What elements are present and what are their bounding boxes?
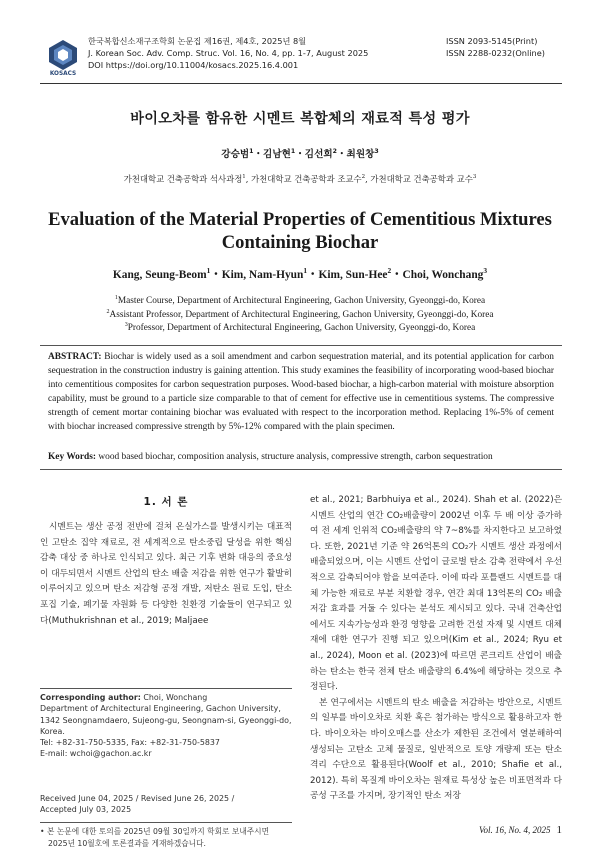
footnote-rule bbox=[40, 688, 292, 689]
affiliation-list-kr: 가천대학교 건축공학과 석사과정$^1$, 가천대학교 건축공학과 조교수$^2$, 가천대학교 건축공학과 교수$^3$ bbox=[123, 174, 477, 184]
issue-info: Vol. 16, No. 4, 2025 bbox=[478, 825, 551, 835]
correspondence-label: Corresponding author: bbox=[40, 693, 141, 702]
abstract-rule-top bbox=[40, 345, 562, 346]
body-column-right bbox=[310, 493, 562, 805]
abstract-label: ABSTRACT: bbox=[48, 352, 102, 362]
header-rule bbox=[40, 83, 562, 84]
correspondence-email[interactable]: E-mail: wchoi@gachon.ac.kr bbox=[40, 749, 152, 759]
affiliation: $^1$Master Course, Department of Architectural Engineering, Gachon University, Gyeonggi-do, Korea bbox=[114, 294, 486, 306]
abstract-rule-bottom bbox=[40, 469, 562, 470]
author-list-en bbox=[0, 266, 600, 282]
author-name: 김남현$^1$ bbox=[263, 147, 296, 160]
issn-info bbox=[446, 35, 545, 59]
dates-line-2: Accepted July 03, 2025 bbox=[40, 805, 132, 815]
affiliation-list-en bbox=[0, 295, 600, 336]
paragraph: et al., 2021; Barbhuiya et al., 2024). Shah et al. (2022)은 시멘트 산업의 연간 CO₂배출량이 2002년 이후 두 배 이상 증가하여 전 세계 인위적 CO₂배출량의 약 7~8%를 차지한다고 보고하였다. 또한, 2021년 기준 약 26억톤의 CO₂가 시멘트 생산 과정에서 배출되었으며, 이는 시멘트 산업이 글로벌 탄소 감축 전략에서 우선적으로 감축되어야 함을 보여준다. 이에 따라 포틀랜드 시멘트를 대체 가능한 재료로 부분 치환할 경우, 연간 최대 13억톤의 CO₂ 배출 저감 효과를 거둘 수 있다는 분석도 제시되고 있다. 국내 건축산업에서도 지속가능성과 환경 영향을 고려한 건설 자재 및 시멘트 대체재에 대한 연구가 진행 되고 있으며(Kim et al., 2024; Ryu et al., 2024), Moon et al. (2023)에 따르면 콘크리트 산업이 배출하는 탄소는 한국 전체 탄소 배출량의 6.4%에 해당하는 것으로 추정된다. bbox=[310, 495, 562, 693]
author-affil-mark: 1 bbox=[249, 147, 254, 155]
author-affil-mark: 1 bbox=[206, 266, 211, 276]
kosacs-logo bbox=[43, 38, 83, 76]
author-name: 최원창$^3$ bbox=[346, 147, 379, 160]
abstract bbox=[48, 351, 554, 434]
page-footer bbox=[450, 824, 562, 836]
affiliation: $^2$Assistant Professor, Department of Architectural Engineering, Gachon University, Gyeonggi-do, Korea bbox=[106, 308, 494, 320]
correspondence-block bbox=[40, 692, 292, 760]
keywords-text: wood based biochar, composition analysis, structure analysis, compressive strength, carbon sequestration bbox=[98, 452, 493, 462]
author-affil-mark: 2 bbox=[332, 147, 337, 155]
affiliation: $^3$Professor, Department of Architectural Engineering, Gachon University, Gyeonggi-do, Korea bbox=[124, 322, 476, 334]
issn-print: ISSN 2093-5145(Print) bbox=[446, 36, 538, 46]
journal-name-kr: 한국복합신소재구조학회 논문집 제16권, 제4호, 2025년 8월 bbox=[88, 36, 307, 46]
author-separator: ・ bbox=[253, 149, 264, 160]
author-name: Kang, Seung-Beom$^1$ bbox=[112, 266, 211, 281]
author-separator: ・ bbox=[295, 149, 305, 160]
author-separator: ・ bbox=[307, 269, 319, 281]
author-name: Kim, Nam-Hyun$^1$ bbox=[221, 266, 308, 281]
author-list-kr bbox=[0, 146, 600, 160]
discussion-note bbox=[40, 826, 292, 849]
paragraph: 본 연구에서는 시멘트의 탄소 배출을 저감하는 방안으로, 시멘트의 일부를 바이오차로 치환 혹은 첨가하는 방식으로 활용하고자 한다. 바이오차는 바이오매스를 산소가 제한된 조건에서 열분해하여 생성되는 고탄소 고체 물질로, 일반적으로 토양 개량제 또는 탄소 격리 수단으로 활용된다(Woolf et al., 2010; Shafie et al., 2012). 특히 목질계 바이오차는 원재료 특성상 높은 비표면적과 다공성 구조를 가지며, 장기적인 탄소 저장 bbox=[310, 697, 562, 802]
affiliation: 가천대학교 건축공학과 석사과정$^1$ bbox=[123, 174, 246, 184]
author-separator: ・ bbox=[336, 149, 347, 160]
title-line-2: Containing Biochar bbox=[221, 232, 379, 253]
dates-line-1: Received June 04, 2025 / Revised June 26, 2025 / bbox=[40, 794, 235, 803]
author-affil-mark: 3 bbox=[374, 147, 379, 155]
doi-link[interactable]: DOI https://doi.org/10.11004/kosacs.2025.16.4.001 bbox=[88, 60, 299, 70]
author-separator: ・ bbox=[210, 269, 222, 281]
note-line-2: 2025년 10월호에 토론결과를 게재하겠습니다. bbox=[48, 838, 206, 848]
section-title: 1. 서 론 bbox=[143, 496, 189, 508]
correspondence-address: Department of Architectural Engineering, Gachon University, 1342 Seongnamdaero, Sujeong-gu, Seongnam-si, Gyeonggi-do, Korea. bbox=[40, 704, 292, 736]
author-affil-mark: 3 bbox=[483, 266, 488, 276]
author-affil-mark: 1 bbox=[290, 147, 296, 155]
paragraph: 시멘트는 생산 공정 전반에 걸쳐 온실가스를 발생시키는 대표적인 고탄소 집약 재료로, 전 세계적으로 탄소중립 달성을 위한 핵심 감축 대상 중 하나로 인식되고 있다. 최근 기후 변화 대응의 중요성이 대두되면서 시멘트 산업의 탄소 배출 저감을 위한 연구가 활발히 이루어지고 있으며 탄소 저감형 공정 개발, 저탄소 원료 도입, 탄소 포집 기술, 폐기물 자원화 등 다양한 친환경 기술들이 연구되고 있다(Muthukrishnan et al., 2019; Maljaee bbox=[40, 522, 292, 626]
svg-text:KOSACS: KOSACS bbox=[49, 71, 77, 76]
author-name: Choi, Wonchang$^3$ bbox=[402, 266, 488, 281]
author-affil-mark: 2 bbox=[387, 266, 392, 276]
author-affil-mark: 1 bbox=[303, 266, 308, 276]
affiliation: 가천대학교 건축공학과 교수$^3$ bbox=[370, 174, 477, 184]
received-dates bbox=[40, 793, 292, 816]
paper-title-en bbox=[0, 208, 600, 254]
journal-citation: J. Korean Soc. Adv. Comp. Struc. Vol. 16, No. 4, pp. 1-7, August 2025 bbox=[88, 48, 369, 58]
title-line-1: Evaluation of the Material Properties of Cementitious Mixtures bbox=[48, 209, 552, 230]
author-separator: ・ bbox=[391, 269, 403, 281]
paper-title-kr: 바이오차를 함유한 시멘트 복합체의 재료적 특성 평가 bbox=[130, 111, 470, 127]
keywords-label: Key Words: bbox=[48, 452, 97, 462]
body-column-left bbox=[40, 520, 292, 629]
abstract-text: Biochar is widely used as a soil amendment and carbon sequestration material, and its potential application for carbon sequestration in the construction industry is gaining attention. This study examines the feasibility of incorporating wood-based biochar into cementitious composites for carbon sequestration purposes. Wood-based biochar, a high-carbon material with moisture absorption capability, must be ground to a particle size comparable to that of cement for effective use in cementitious systems. The compressive strength of cement mortar containing biochar was evaluated with respect to the incorporation method. Replacing 1%-5% of cement with biochar increased compressive strength by 5%-12% compared with the plain specimen. bbox=[48, 352, 554, 432]
keywords bbox=[48, 452, 554, 462]
author-name: Kim, Sun-Hee$^2$ bbox=[318, 266, 392, 281]
note-rule bbox=[40, 822, 292, 823]
note-line-1: • 본 논문에 대한 토의를 2025년 09월 30일까지 학회로 보내주시면 bbox=[40, 827, 270, 836]
affiliation: 가천대학교 건축공학과 조교수$^2$ bbox=[251, 174, 366, 184]
author-name: 김선희$^2$ bbox=[304, 147, 337, 160]
correspondence-tel: Tel: +82-31-750-5335, Fax: +82-31-750-5837 bbox=[40, 738, 220, 748]
issn-online: ISSN 2288-0232(Online) bbox=[446, 48, 545, 58]
journal-info bbox=[88, 35, 368, 71]
page-number: 1 bbox=[556, 824, 562, 836]
correspondence-name: Choi, Wonchang bbox=[143, 693, 208, 702]
author-name: 강승범$^1$ bbox=[221, 147, 254, 160]
